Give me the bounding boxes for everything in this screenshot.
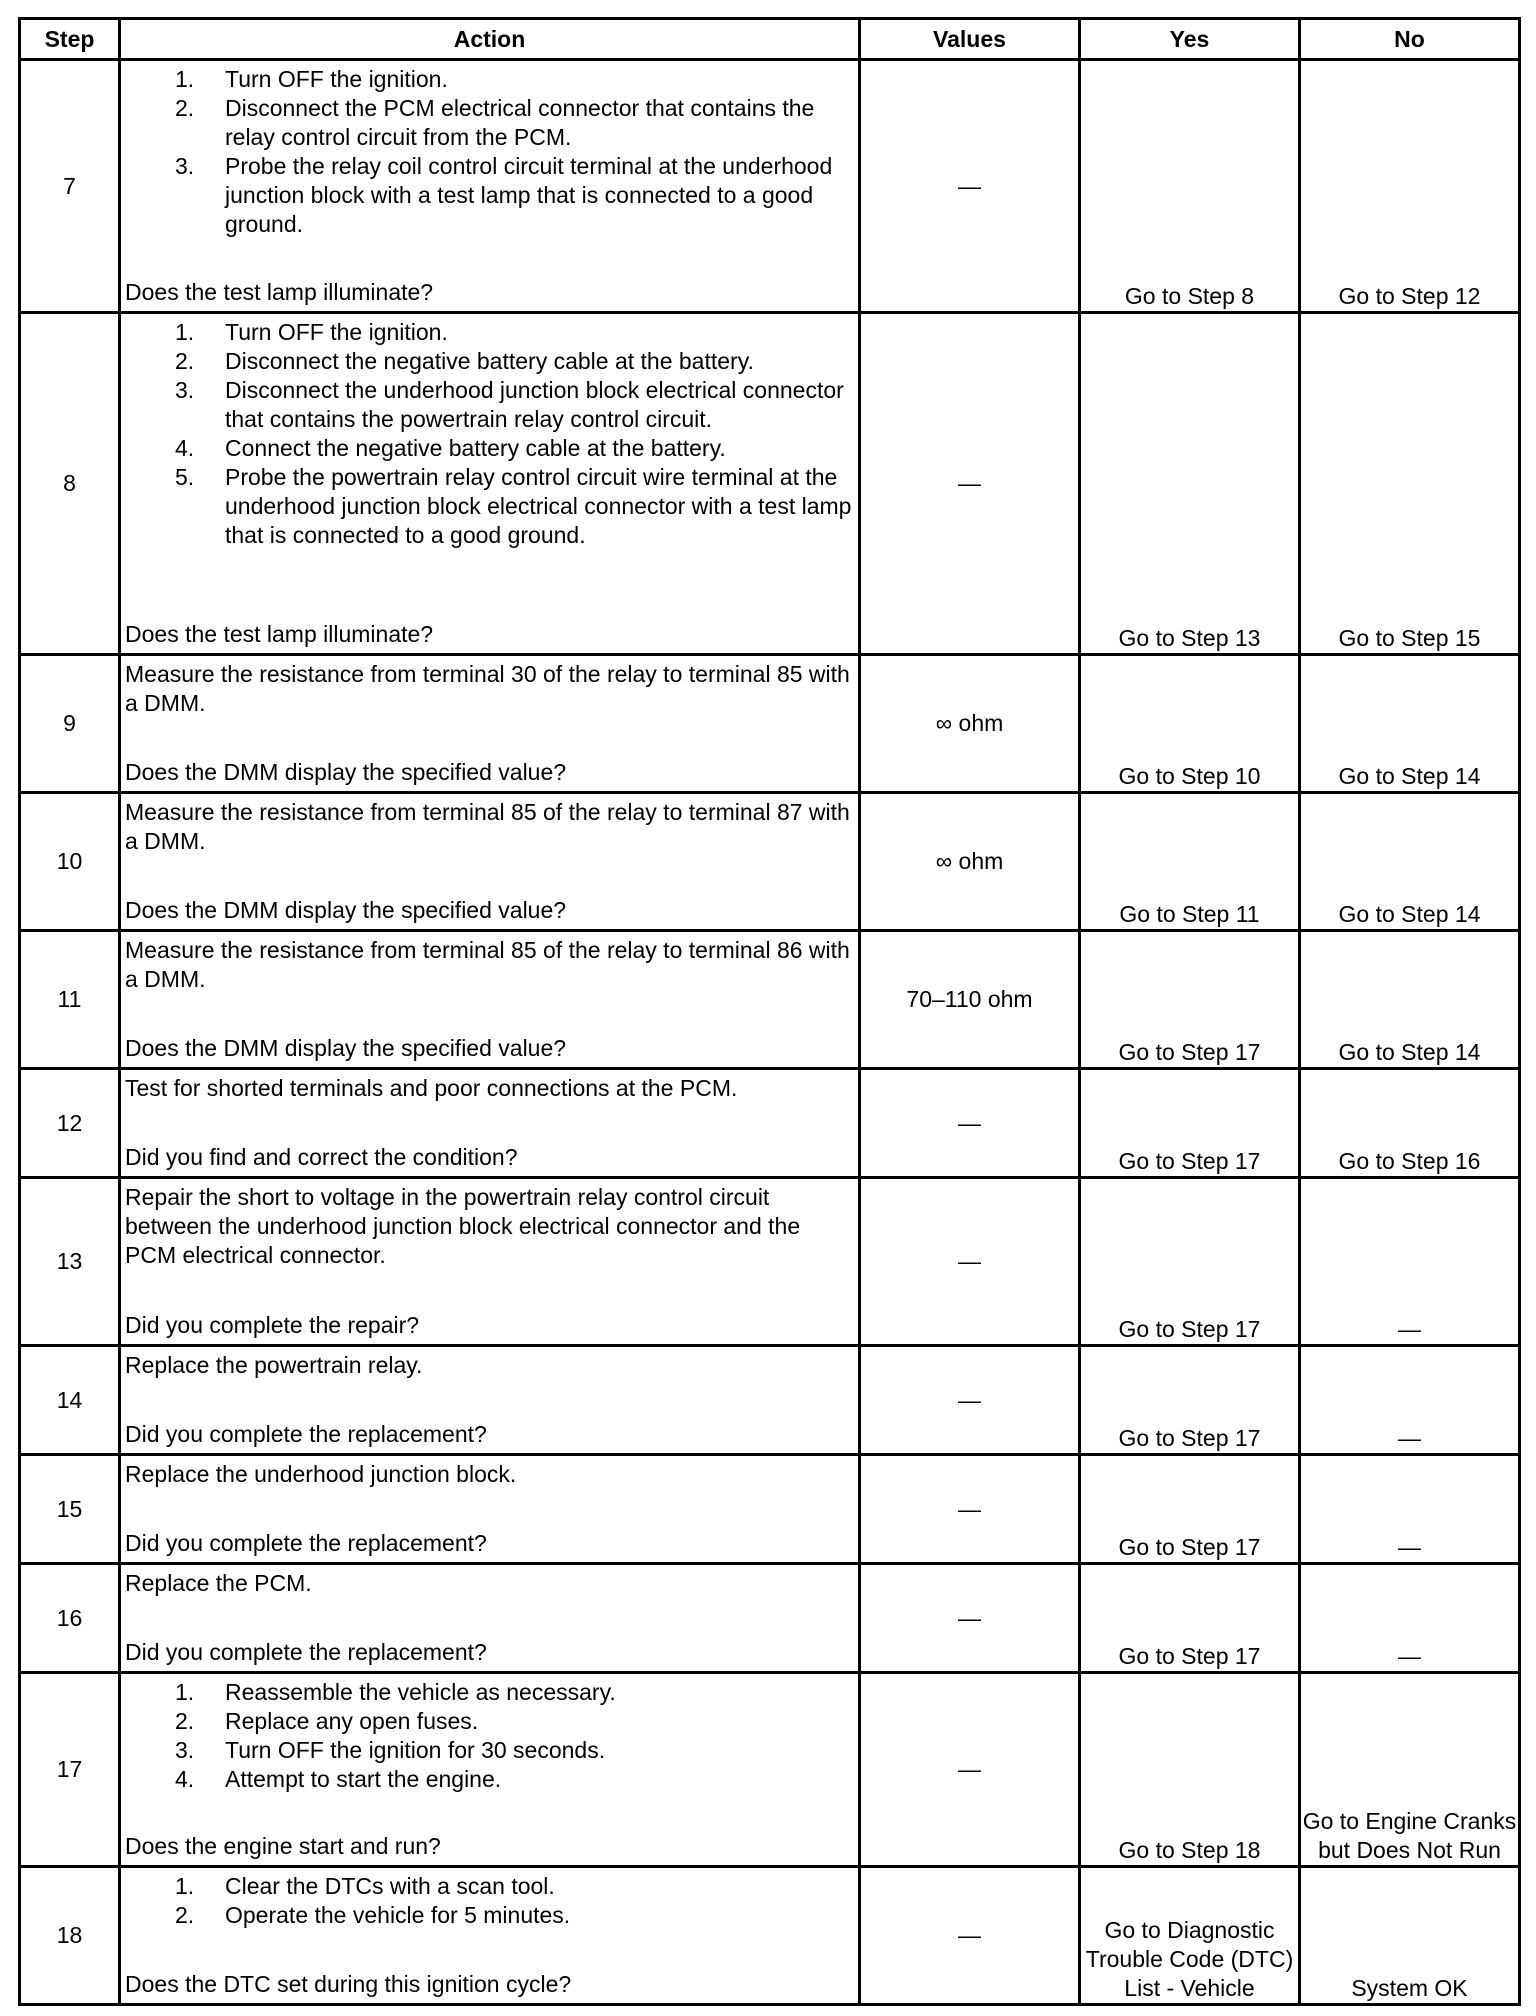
action-cell xyxy=(120,1346,860,1455)
yes-cell: Go to Step 10 xyxy=(1080,655,1300,793)
instruction-text: Measure the resistance from terminal 85 of the relay to terminal 87 with a DMM. xyxy=(125,799,850,854)
instruction-text: Disconnect the negative battery cable at the battery. xyxy=(225,348,754,374)
no-cell: — xyxy=(1300,1346,1520,1455)
question-text: Does the test lamp illuminate? xyxy=(125,279,434,305)
instruction-text: Measure the resistance from terminal 30 of the relay to terminal 85 with a DMM. xyxy=(125,661,850,716)
instruction-text: Attempt to start the engine. xyxy=(225,1766,502,1792)
instruction-item xyxy=(125,434,852,463)
step-number: 11 xyxy=(20,931,120,1069)
yes-cell: Go to Step 17 xyxy=(1080,1346,1300,1455)
instruction-text: Turn OFF the ignition. xyxy=(225,319,448,345)
no-cell: — xyxy=(1300,1455,1520,1564)
yes-cell: Go to Step 11 xyxy=(1080,793,1300,931)
header-action: Action xyxy=(120,19,860,60)
action-instructions xyxy=(125,318,852,550)
action-cell xyxy=(120,655,860,793)
action-content xyxy=(121,1070,858,1176)
action-cell xyxy=(120,1178,860,1346)
yes-cell: Go to Step 17 xyxy=(1080,1455,1300,1564)
instruction-text: Operate the vehicle for 5 minutes. xyxy=(225,1902,571,1928)
table-row xyxy=(20,931,1520,1069)
question-text: Did you complete the replacement? xyxy=(125,1421,487,1447)
no-cell: Go to Engine Cranks but Does Not Run xyxy=(1300,1673,1520,1867)
table-row xyxy=(20,1178,1520,1346)
value-cell: — xyxy=(860,313,1080,655)
yes-cell: Go to Step 8 xyxy=(1080,60,1300,313)
value-cell: 70–110 ohm xyxy=(860,931,1080,1069)
instruction-item xyxy=(125,376,852,434)
action-cell xyxy=(120,313,860,655)
instruction-item xyxy=(125,94,852,152)
action-cell xyxy=(120,60,860,313)
question-text: Did you complete the replacement? xyxy=(125,1530,487,1556)
instruction-text: Clear the DTCs with a scan tool. xyxy=(225,1873,555,1899)
step-number: 18 xyxy=(20,1867,120,2005)
action-content xyxy=(121,1179,858,1344)
table-row xyxy=(20,1673,1520,1867)
table-row xyxy=(20,60,1520,313)
no-cell: Go to Step 14 xyxy=(1300,793,1520,931)
instruction-number: 2. xyxy=(175,95,195,121)
instruction-item xyxy=(125,1707,852,1736)
yes-cell: Go to Step 13 xyxy=(1080,313,1300,655)
no-cell: Go to Step 15 xyxy=(1300,313,1520,655)
instruction-number: 2. xyxy=(175,1902,195,1928)
action-content xyxy=(121,794,858,929)
instruction-list xyxy=(125,318,852,550)
action-cell xyxy=(120,1867,860,2005)
instruction-item xyxy=(125,1872,852,1901)
instruction-text: Replace the PCM. xyxy=(125,1570,312,1596)
instruction-item xyxy=(125,152,852,239)
instruction-item xyxy=(125,318,852,347)
instruction-item xyxy=(125,65,852,94)
no-cell: Go to Step 14 xyxy=(1300,931,1520,1069)
question-text: Does the DMM display the specified value? xyxy=(125,759,567,785)
action-instructions xyxy=(125,1872,852,1930)
action-content xyxy=(121,314,858,653)
header-row xyxy=(20,19,1520,60)
header-values: Values xyxy=(860,19,1080,60)
step-number: 17 xyxy=(20,1673,120,1867)
instruction-text: Replace any open fuses. xyxy=(225,1708,479,1734)
header-no: No xyxy=(1300,19,1520,60)
action-cell xyxy=(120,1455,860,1564)
step-number: 13 xyxy=(20,1178,120,1346)
yes-cell: Go to Step 17 xyxy=(1080,1069,1300,1178)
action-instructions xyxy=(125,65,852,239)
value-cell: — xyxy=(860,1564,1080,1673)
no-cell: — xyxy=(1300,1178,1520,1346)
value-cell: — xyxy=(860,1867,1080,2005)
action-cell xyxy=(120,1069,860,1178)
step-number: 9 xyxy=(20,655,120,793)
instruction-number: 4. xyxy=(175,435,195,461)
no-cell: Go to Step 12 xyxy=(1300,60,1520,313)
instruction-number: 1. xyxy=(175,1873,195,1899)
table-row xyxy=(20,793,1520,931)
action-instructions xyxy=(125,1074,852,1103)
table-row xyxy=(20,1564,1520,1673)
value-cell: — xyxy=(860,1455,1080,1564)
header-yes: Yes xyxy=(1080,19,1300,60)
instruction-number: 3. xyxy=(175,1737,195,1763)
action-content xyxy=(121,1456,858,1562)
action-cell xyxy=(120,931,860,1069)
table-body xyxy=(20,60,1520,2005)
value-cell: ∞ ohm xyxy=(860,793,1080,931)
action-instructions xyxy=(125,1678,852,1794)
action-content xyxy=(121,1674,858,1865)
table-header xyxy=(20,19,1520,60)
action-instructions xyxy=(125,1569,852,1598)
instruction-item xyxy=(125,1678,852,1707)
yes-cell: Go to Step 18 xyxy=(1080,1673,1300,1867)
instruction-number: 1. xyxy=(175,66,195,92)
action-instructions xyxy=(125,936,852,994)
instruction-list xyxy=(125,1678,852,1794)
instruction-text: Disconnect the underhood junction block electrical connector that contains the powertrain relay control circuit. xyxy=(225,377,844,432)
instruction-text: Probe the powertrain relay control circuit wire terminal at the underhood junction block electrical connector with a test lamp that is connected to a good ground. xyxy=(225,464,852,548)
instruction-number: 1. xyxy=(175,1679,195,1705)
action-instructions xyxy=(125,798,852,856)
action-instructions xyxy=(125,660,852,718)
question-text: Did you complete the repair? xyxy=(125,1312,420,1338)
no-cell: — xyxy=(1300,1564,1520,1673)
action-content xyxy=(121,1565,858,1671)
table-row xyxy=(20,1867,1520,2005)
instruction-number: 5. xyxy=(175,464,195,490)
instruction-item xyxy=(125,1901,852,1930)
instruction-text: Reassemble the vehicle as necessary. xyxy=(225,1679,616,1705)
value-cell: — xyxy=(860,1346,1080,1455)
action-instructions xyxy=(125,1351,852,1380)
instruction-text: Turn OFF the ignition for 30 seconds. xyxy=(225,1737,606,1763)
action-instructions xyxy=(125,1183,852,1270)
instruction-item xyxy=(125,463,852,550)
instruction-text: Replace the underhood junction block. xyxy=(125,1461,517,1487)
no-cell: Go to Step 16 xyxy=(1300,1069,1520,1178)
action-cell xyxy=(120,1673,860,1867)
yes-cell: Go to Step 17 xyxy=(1080,931,1300,1069)
instruction-number: 2. xyxy=(175,348,195,374)
action-content xyxy=(121,932,858,1067)
instruction-list xyxy=(125,65,852,239)
step-number: 14 xyxy=(20,1346,120,1455)
yes-cell: Go to Step 17 xyxy=(1080,1178,1300,1346)
table-row xyxy=(20,313,1520,655)
instruction-text: Disconnect the PCM electrical connector that contains the relay control circuit from the PCM. xyxy=(225,95,815,150)
action-instructions xyxy=(125,1460,852,1489)
step-number: 15 xyxy=(20,1455,120,1564)
question-text: Does the test lamp illuminate? xyxy=(125,621,434,647)
action-content xyxy=(121,656,858,791)
question-text: Did you complete the replacement? xyxy=(125,1639,487,1665)
instruction-number: 3. xyxy=(175,377,195,403)
yes-cell: Go to Step 17 xyxy=(1080,1564,1300,1673)
action-content xyxy=(121,1347,858,1453)
instruction-text: Connect the negative battery cable at the battery. xyxy=(225,435,726,461)
question-text: Does the DMM display the specified value? xyxy=(125,897,567,923)
instruction-number: 1. xyxy=(175,319,195,345)
instruction-item xyxy=(125,347,852,376)
table-row xyxy=(20,1069,1520,1178)
action-cell xyxy=(120,1564,860,1673)
yes-cell: Go to Diagnostic Trouble Code (DTC) List - Vehicle xyxy=(1080,1867,1300,2005)
step-number: 7 xyxy=(20,60,120,313)
instruction-list xyxy=(125,1872,852,1930)
value-cell: — xyxy=(860,1673,1080,1867)
value-cell: — xyxy=(860,60,1080,313)
header-step: Step xyxy=(20,19,120,60)
no-cell: Go to Step 14 xyxy=(1300,655,1520,793)
question-text: Does the engine start and run? xyxy=(125,1833,441,1859)
step-number: 16 xyxy=(20,1564,120,1673)
value-cell: ∞ ohm xyxy=(860,655,1080,793)
table-row xyxy=(20,1455,1520,1564)
diagnostic-table xyxy=(18,17,1521,2006)
action-content xyxy=(121,1868,858,2003)
question-text: Does the DMM display the specified value? xyxy=(125,1035,567,1061)
instruction-item xyxy=(125,1736,852,1765)
value-cell: — xyxy=(860,1069,1080,1178)
instruction-number: 4. xyxy=(175,1766,195,1792)
value-cell: — xyxy=(860,1178,1080,1346)
instruction-text: Replace the powertrain relay. xyxy=(125,1352,423,1378)
instruction-text: Measure the resistance from terminal 85 of the relay to terminal 86 with a DMM. xyxy=(125,937,850,992)
instruction-text: Test for shorted terminals and poor connections at the PCM. xyxy=(125,1075,738,1101)
instruction-number: 2. xyxy=(175,1708,195,1734)
step-number: 8 xyxy=(20,313,120,655)
instruction-item xyxy=(125,1765,852,1794)
table-row xyxy=(20,1346,1520,1455)
question-text: Did you find and correct the condition? xyxy=(125,1144,518,1170)
question-text: Does the DTC set during this ignition cycle? xyxy=(125,1971,572,1997)
instruction-text: Turn OFF the ignition. xyxy=(225,66,448,92)
step-number: 10 xyxy=(20,793,120,931)
action-cell xyxy=(120,793,860,931)
instruction-number: 3. xyxy=(175,153,195,179)
action-content xyxy=(121,61,858,311)
instruction-text: Probe the relay coil control circuit terminal at the underhood junction block with a test lamp that is connected to a good ground. xyxy=(225,153,833,237)
instruction-text: Repair the short to voltage in the powertrain relay control circuit between the underhood junction block electrical connector and the PCM electrical connector. xyxy=(125,1184,801,1268)
step-number: 12 xyxy=(20,1069,120,1178)
table-row xyxy=(20,655,1520,793)
no-cell: System OK xyxy=(1300,1867,1520,2005)
